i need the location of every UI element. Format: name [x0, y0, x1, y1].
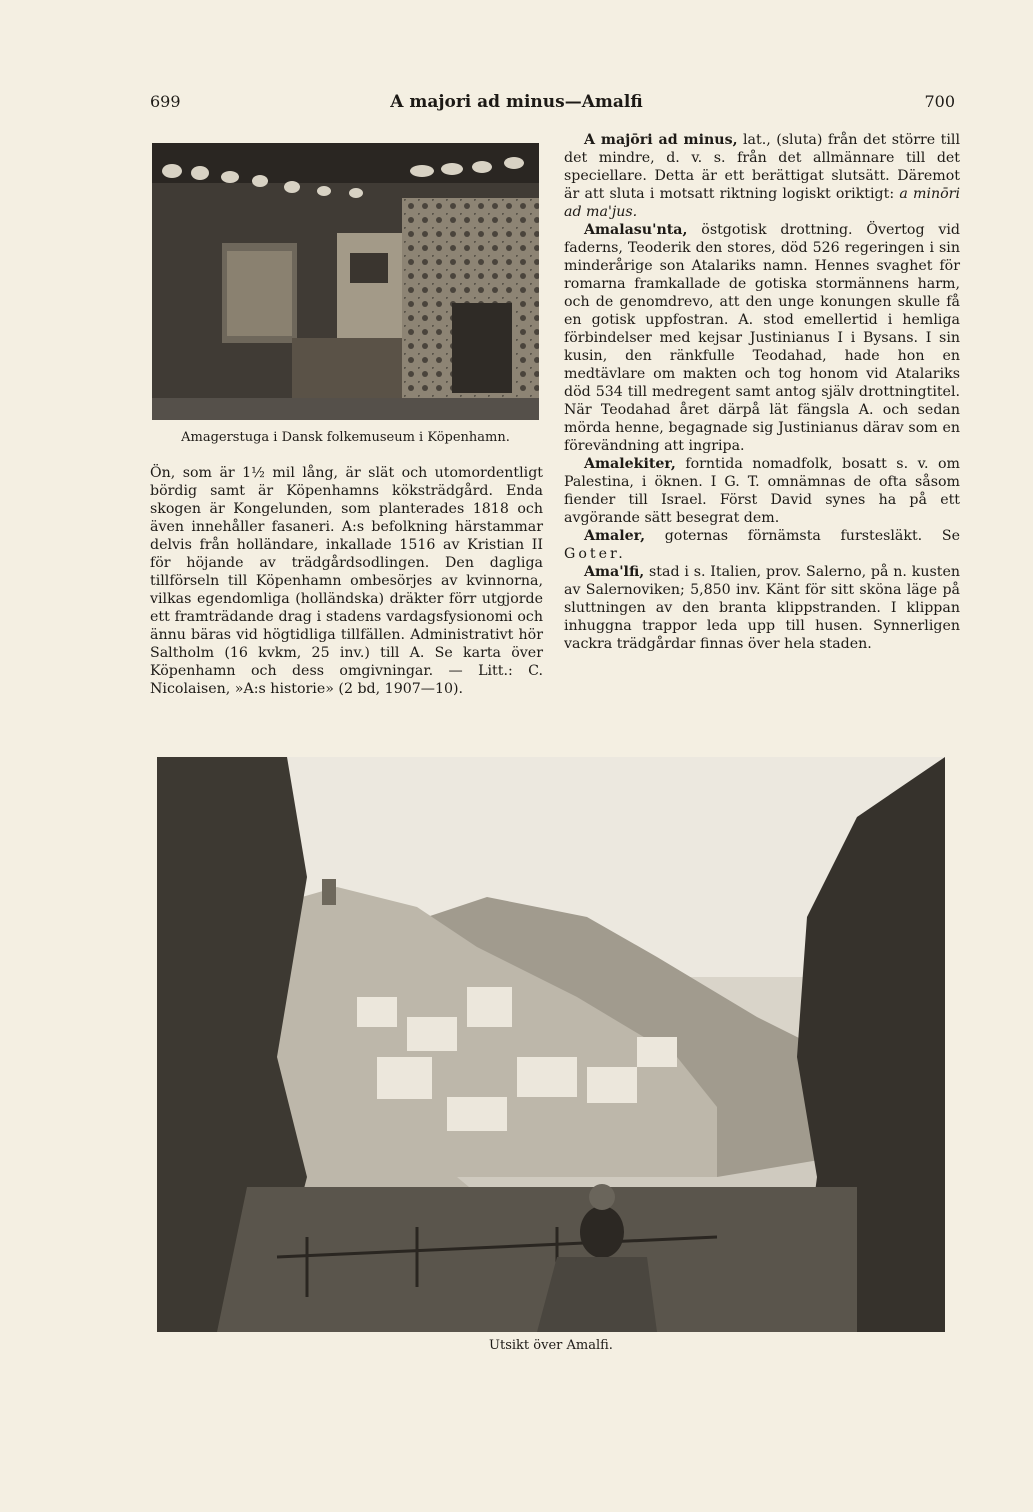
page-number-right: 700 [924, 92, 955, 111]
entry-headword: Amaler, [584, 528, 646, 544]
amalfi-view-photo [157, 757, 945, 1332]
entry-amalasunta [564, 221, 960, 455]
entry-body: forntida nomadfolk, bosatt s. v. om Palestina, i öknen. I G. T. omnämnas de ofta såsom fiender till Israel. Först David synes ha på ett avgörande sätt besegrat dem. [564, 456, 960, 526]
entry-body: lat., (sluta) från det större till det mindre, d. v. s. från det allmännare till det speciellare. Detta är ett berättigat slutsätt. Däremot är att sluta i motsatt riktning logiskt oriktigt: [564, 132, 960, 202]
entry-headword: A majōri ad minus, [584, 132, 738, 148]
amalfi-landscape-illustration [157, 757, 945, 1332]
entry-body: goternas förnämsta furstesläkt. Se [645, 528, 960, 544]
amager-interior-photo [152, 143, 539, 420]
entry-body: stad i s. Italien, prov. Salerno, på n. kusten av Salernoviken; 5,850 inv. Känt för sitt sköna läge på sluttningen av den branta klippstranden. I klippan inhuggna trappor leda upp till husen. Synnerligen vackra trädgårdar finnas över hela staden. [564, 564, 960, 652]
top-figure-caption: Amagerstuga i Dansk folkemuseum i Köpenhamn. [181, 430, 510, 445]
left-column-paragraph: Ön, som är 1½ mil lång, är slät och utomordentligt bördig samt är Köpenhamns köksträdgård. Enda skogen är Kongelunden, som planterades 1818 och även innehåller fasaneri. A:s befolkning härstammar delvis från holländare, inkallade 1516 av Kristian II för höjande av trädgårdsodlingen. Den dagliga tillförseln till Köpenhamn ombesörjes av kvinnorna, vilkas egendomliga (holländska) dräkter förr utgjorde ett framträdande drag i stadens vardagsfysionomi och ännu bäras vid högtidliga tillfällen. Administrativt hör Saltholm (16 kvkm, 25 inv.) till A. Se karta över Köpenhamn och dess omgivningar. — Litt.: C. Nicolaisen, »A:s historie» (2 bd, 1907—10). [150, 465, 543, 697]
entry-headword: Amalasu'nta, [584, 222, 688, 238]
entry-amaler [564, 527, 960, 563]
running-title: A majori ad minus—Amalfi [390, 92, 643, 112]
entry-a-majori [564, 131, 960, 221]
left-column [150, 464, 543, 698]
entry-amalekiter [564, 455, 960, 527]
cross-reference-link[interactable]: Goter. [564, 546, 626, 562]
bottom-figure-caption: Utsikt över Amalfi. [489, 1338, 613, 1353]
entry-italic: a minōri ad ma'jus. [564, 186, 960, 220]
entry-body: östgotisk drottning. Övertog vid faderns, Teoderik den stores, död 526 regeringen i sin minderårige son Atalariks namn. Hennes svaghet för romarna framkallade de gotiska stormännens harm, och de genomdrevo, att den unge konungen skulle få en gotisk uppfostran. A. stod emellertid i hemliga förbindelser med kejsar Justinianus I i Bysans. I sin kusin, den ränkfulle Teodahad, hade hon en medtävlare om makten och tog honom vid Atalariks död 534 till medregent samt antog själv drottningtitel. När Teodahad året därpå lät fängsla A. och sedan mörda henne, begagnade sig Justinianus därav som en förevändning att ingripa. [564, 222, 960, 454]
entry-headword: Amalekiter, [584, 456, 676, 472]
right-column [564, 131, 960, 653]
entry-headword: Ama'lfi, [584, 564, 645, 580]
entry-amalfi [564, 563, 960, 653]
page-number-left: 699 [150, 92, 181, 111]
interior-illustration [152, 143, 539, 420]
